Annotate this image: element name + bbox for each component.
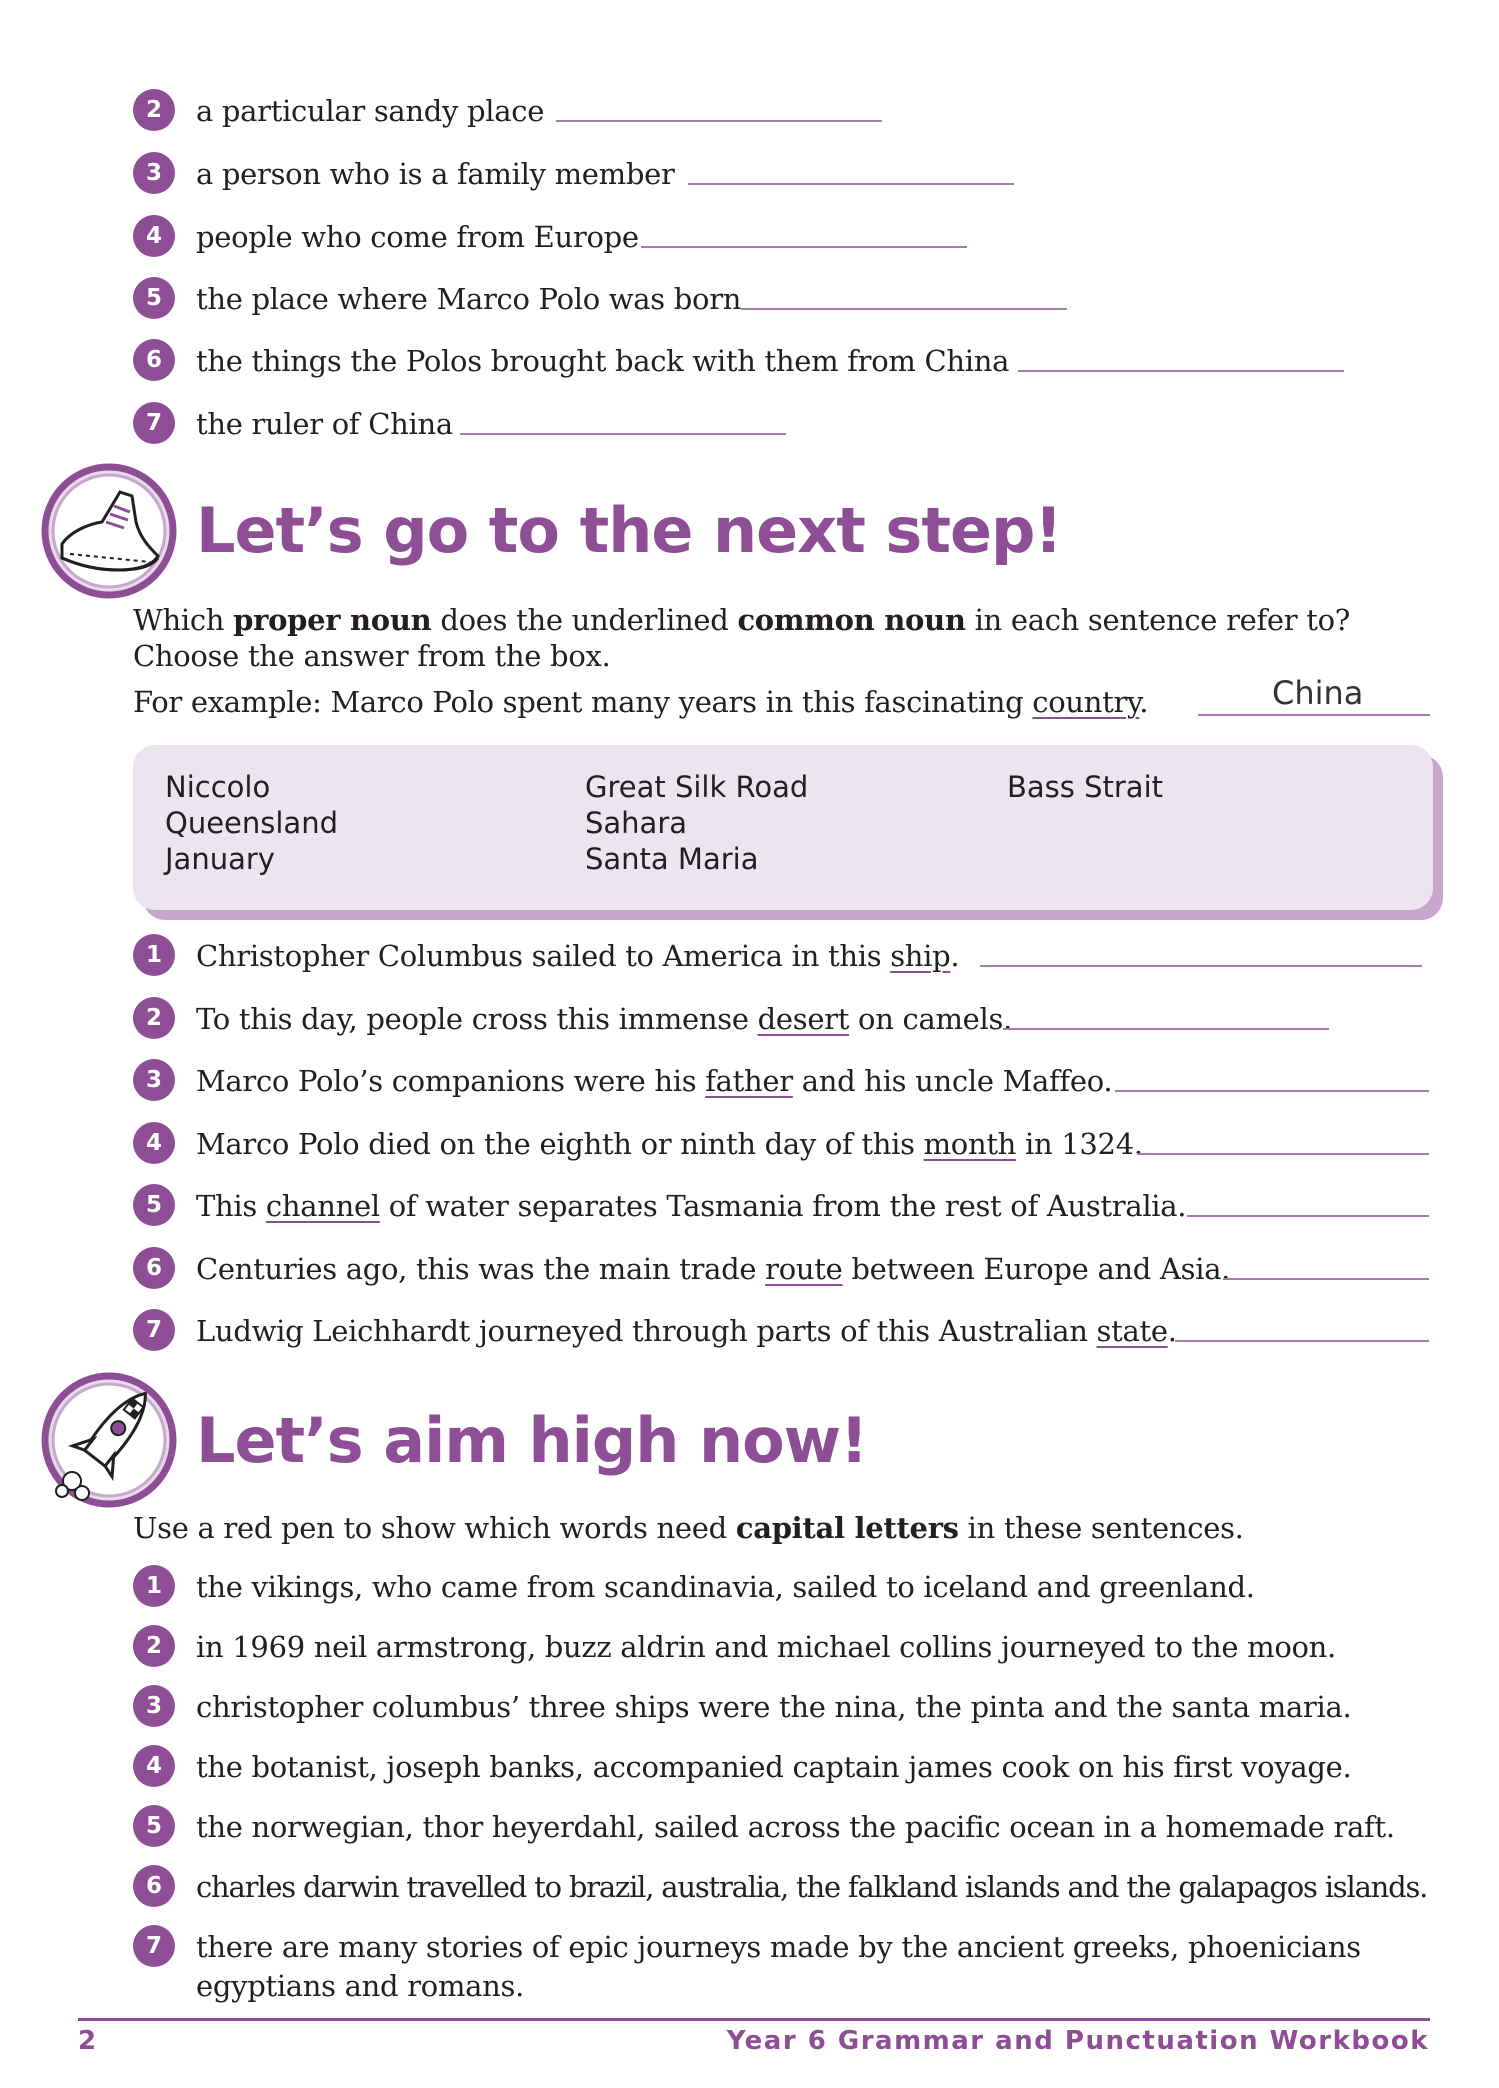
page-number: 2 xyxy=(78,2026,97,2056)
item-text-continued: egyptians and romans. xyxy=(196,1969,525,2003)
list-item xyxy=(133,88,1429,134)
item-text: there are many stories of epic journeys made by the ancient greeks, phoenicians xyxy=(196,1930,1361,1964)
item-number: 4 xyxy=(133,1122,175,1164)
item-number: 2 xyxy=(133,89,175,131)
item-text: the place where Marco Polo was born xyxy=(196,282,742,316)
item-number: 3 xyxy=(133,1685,175,1727)
item-number: 6 xyxy=(133,1247,175,1289)
item-text: This channel of water separates Tasmania from the rest of Australia. xyxy=(196,1189,1187,1223)
item-number: 6 xyxy=(133,339,175,381)
list-item xyxy=(133,1804,1429,1850)
box-word: Queensland xyxy=(165,806,338,840)
item-text: Marco Polo died on the eighth or ninth day of this month in 1324. xyxy=(196,1127,1143,1161)
answer-line[interactable] xyxy=(1018,370,1344,372)
list-item xyxy=(133,1924,1429,1970)
list-item xyxy=(133,996,1429,1042)
box-word: Santa Maria xyxy=(585,842,759,876)
item-text: christopher columbus’ three ships were the nina, the pinta and the santa maria. xyxy=(196,1690,1352,1724)
item-text: Christopher Columbus sailed to America in this ship. xyxy=(196,939,960,973)
example-sentence: For example: Marco Polo spent many years in this fascinating country. xyxy=(133,685,1149,719)
item-text: charles darwin travelled to brazil, australia, the falkland islands and the galapagos islands. xyxy=(196,1870,1428,1904)
list-item xyxy=(133,1864,1429,1910)
item-text: the ruler of China xyxy=(196,407,453,441)
box-word: Niccolo xyxy=(165,770,271,804)
list-item xyxy=(133,401,1429,447)
answer-line[interactable] xyxy=(688,183,1014,185)
item-text: the norwegian, thor heyerdahl, sailed across the pacific ocean in a homemade raft. xyxy=(196,1810,1395,1844)
item-number: 1 xyxy=(133,934,175,976)
answer-line[interactable] xyxy=(741,308,1067,310)
item-number: 5 xyxy=(133,1805,175,1847)
footer-title: Year 6 Grammar and Punctuation Workbook xyxy=(726,2026,1429,2056)
box-word: Bass Strait xyxy=(1007,770,1164,804)
answer-line[interactable] xyxy=(1137,1153,1429,1155)
item-number: 5 xyxy=(133,277,175,319)
answer-line[interactable] xyxy=(641,246,967,248)
example-answer: China xyxy=(1272,674,1364,712)
item-text: the botanist, joseph banks, accompanied captain james cook on his first voyage. xyxy=(196,1750,1352,1784)
footer-rule xyxy=(78,2018,1430,2021)
answer-line[interactable] xyxy=(460,433,786,435)
list-item xyxy=(133,933,1429,979)
box-word: Sahara xyxy=(585,806,688,840)
list-item xyxy=(133,1684,1429,1730)
instructions: Use a red pen to show which words need capital letters in these sentences. xyxy=(133,1511,1244,1545)
item-text: in 1969 neil armstrong, buzz aldrin and michael collins journeyed to the moon. xyxy=(196,1630,1336,1664)
word-box xyxy=(133,745,1433,910)
answer-line[interactable] xyxy=(1223,1278,1429,1280)
item-text: the vikings, who came from scandinavia, sailed to iceland and greenland. xyxy=(196,1570,1255,1604)
instructions: Which proper noun does the underlined common noun in each sentence refer to? Choose the answer from the box. xyxy=(133,603,1351,673)
item-number: 4 xyxy=(133,1745,175,1787)
item-number: 4 xyxy=(133,215,175,257)
box-word: January xyxy=(165,842,275,876)
answer-line[interactable] xyxy=(980,965,1422,967)
answer-line[interactable] xyxy=(1175,1340,1429,1342)
item-number: 2 xyxy=(133,1625,175,1667)
answer-line[interactable] xyxy=(1003,1028,1329,1030)
item-number: 3 xyxy=(133,152,175,194)
item-text: a person who is a family member xyxy=(196,157,675,191)
list-item xyxy=(133,1744,1429,1790)
item-number: 3 xyxy=(133,1059,175,1101)
item-text: Centuries ago, this was the main trade route between Europe and Asia. xyxy=(196,1252,1231,1286)
item-number: 1 xyxy=(133,1565,175,1607)
rocket-icon xyxy=(40,1371,178,1509)
item-text: people who come from Europe xyxy=(196,220,639,254)
item-number: 7 xyxy=(133,1309,175,1351)
answer-line[interactable] xyxy=(1187,1215,1429,1217)
section-heading: Let’s aim high now! xyxy=(196,1404,868,1477)
list-item xyxy=(133,1183,1429,1229)
item-number: 6 xyxy=(133,1865,175,1907)
list-item xyxy=(133,1058,1429,1104)
list-item xyxy=(133,338,1429,384)
box-word: Great Silk Road xyxy=(585,770,809,804)
item-number: 7 xyxy=(133,402,175,444)
section-heading: Let’s go to the next step! xyxy=(196,494,1062,567)
shoe-icon xyxy=(40,462,178,600)
list-item xyxy=(133,1308,1429,1354)
list-item xyxy=(133,1624,1429,1670)
answer-line[interactable] xyxy=(1115,1090,1429,1092)
item-text: Marco Polo’s companions were his father and his uncle Maffeo. xyxy=(196,1064,1113,1098)
list-item xyxy=(133,214,1429,260)
list-item xyxy=(133,1121,1429,1167)
item-number: 2 xyxy=(133,997,175,1039)
list-item xyxy=(133,276,1429,322)
item-text: Ludwig Leichhardt journeyed through parts of this Australian state. xyxy=(196,1314,1177,1348)
list-item xyxy=(133,151,1429,197)
answer-line[interactable] xyxy=(556,120,882,122)
item-text: To this day, people cross this immense desert on camels. xyxy=(196,1002,1012,1036)
item-number: 7 xyxy=(133,1925,175,1967)
item-text: the things the Polos brought back with them from China xyxy=(196,344,1010,378)
list-item xyxy=(133,1564,1429,1610)
list-item xyxy=(133,1246,1429,1292)
item-number: 5 xyxy=(133,1184,175,1226)
example-answer-line xyxy=(1198,714,1430,716)
item-text: a particular sandy place xyxy=(196,94,545,128)
